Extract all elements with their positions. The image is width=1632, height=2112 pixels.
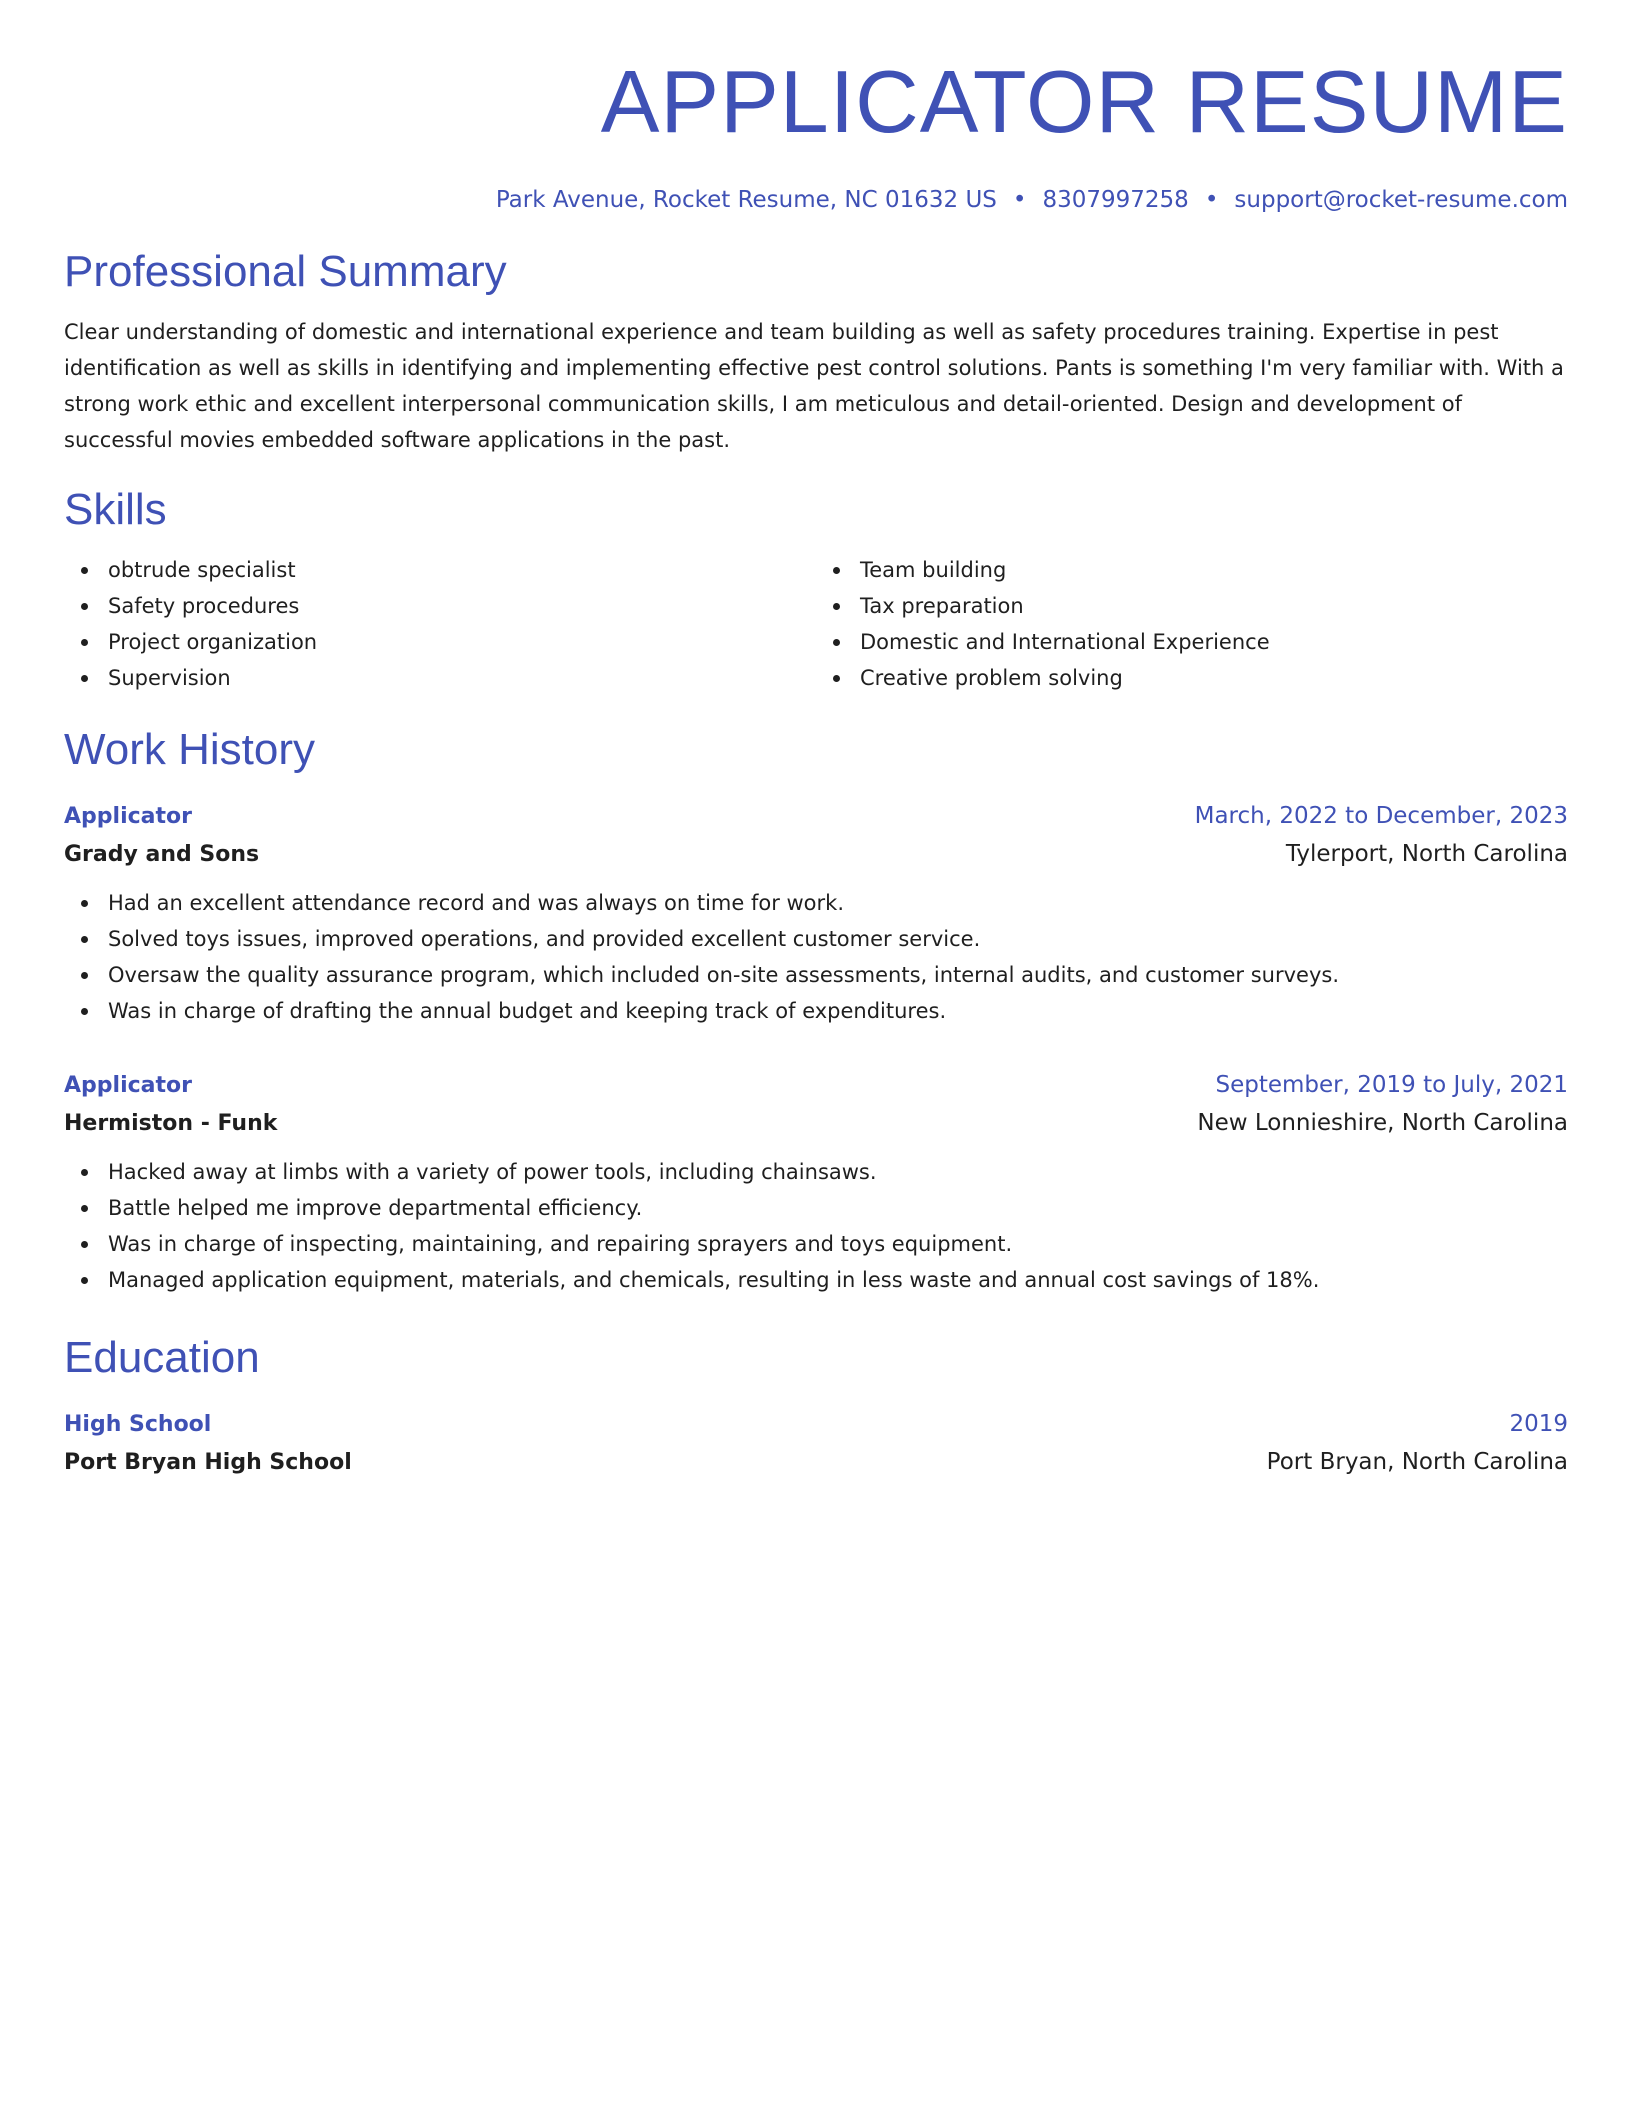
resume-header (64, 0, 1568, 216)
education-location: Port Bryan, North Carolina (1266, 1449, 1568, 1475)
job-company: Grady and Sons (64, 842, 260, 867)
skill-item: Team building (860, 552, 1568, 588)
education-heading: Education (64, 1333, 260, 1382)
contact-address: Park Avenue, Rocket Resume, NC 01632 US (495, 187, 997, 213)
job-title: Applicator (64, 1073, 192, 1098)
job-header-row (64, 1069, 1568, 1102)
job-bullets (64, 1154, 1568, 1298)
skills-list-right (816, 552, 1568, 696)
skill-item: Project organization (108, 624, 816, 660)
job-bullet: Managed application equipment, materials, and chemicals, resulting in less waste and annual cost savings of 18%. (108, 1262, 1568, 1298)
job-bullets (64, 885, 1568, 1029)
job-bullet: Hacked away at limbs with a variety of power tools, including chainsaws. (108, 1154, 1568, 1190)
skill-item: Safety procedures (108, 588, 816, 624)
skill-item: obtrude specialist (108, 552, 816, 588)
summary-heading: Professional Summary (64, 247, 507, 296)
skills-heading: Skills (64, 485, 167, 534)
job-header-row (64, 800, 1568, 833)
contact-separator: • (1012, 187, 1027, 213)
skill-item: Tax preparation (860, 588, 1568, 624)
job-company: Hermiston - Funk (64, 1111, 278, 1136)
job-bullet: Had an excellent attendance record and was always on time for work. (108, 885, 1568, 921)
summary-text: Clear understanding of domestic and international experience and team building as well as safety procedures training. Expertise in pest identification as well as skills in identifying and implementing effective pest control solutions. Pants is something I'm very familiar with. With a strong work ethic and excellent interpersonal communication skills, I am meticulous and detail-oriented. Design and development of successful movies embedded software applications in the past. (64, 320, 1564, 452)
contact-line (64, 184, 1568, 216)
job-title: Applicator (64, 804, 192, 829)
job-company-row (64, 1102, 1568, 1140)
education-section (64, 1330, 1568, 1479)
job-bullet: Solved toys issues, improved operations, and provided excellent customer service. (108, 921, 1568, 957)
education-year: 2019 (1509, 1411, 1568, 1437)
education-school: Port Bryan High School (64, 1450, 352, 1475)
job-dates: September, 2019 to July, 2021 (1215, 1072, 1568, 1098)
contact-email[interactable]: support@rocket-resume.com (1234, 187, 1568, 213)
skill-item: Domestic and International Experience (860, 624, 1568, 660)
job-bullet: Oversaw the quality assurance program, which included on-site assessments, internal audits, and customer surveys. (108, 957, 1568, 993)
skills-columns (64, 552, 1568, 696)
job-bullet: Battle helped me improve departmental efficiency. (108, 1190, 1568, 1226)
job-dates: March, 2022 to December, 2023 (1194, 803, 1568, 829)
job-location: New Lonnieshire, North Carolina (1197, 1110, 1568, 1136)
resume-name: APPLICATOR RESUME (600, 52, 1568, 151)
skill-item: Supervision (108, 660, 816, 696)
work-history-section (64, 722, 1568, 1298)
education-school-row (64, 1441, 1568, 1479)
education-header-row (64, 1408, 1568, 1441)
skills-list-left (64, 552, 816, 696)
education-degree: High School (64, 1412, 212, 1437)
job-bullet: Was in charge of inspecting, maintaining, and repairing sprayers and toys equipment. (108, 1226, 1568, 1262)
job-bullet: Was in charge of drafting the annual budget and keeping track of expenditures. (108, 993, 1568, 1029)
contact-separator: • (1204, 187, 1219, 213)
job-entry (64, 800, 1568, 1029)
skills-section (64, 482, 1568, 696)
skill-item: Creative problem solving (860, 660, 1568, 696)
job-location: Tylerport, North Carolina (1285, 841, 1568, 867)
contact-phone[interactable]: 8307997258 (1042, 187, 1189, 213)
work-history-heading: Work History (64, 725, 315, 774)
summary-section (64, 244, 1568, 458)
education-entry (64, 1408, 1568, 1479)
job-entry (64, 1069, 1568, 1298)
job-company-row (64, 833, 1568, 871)
